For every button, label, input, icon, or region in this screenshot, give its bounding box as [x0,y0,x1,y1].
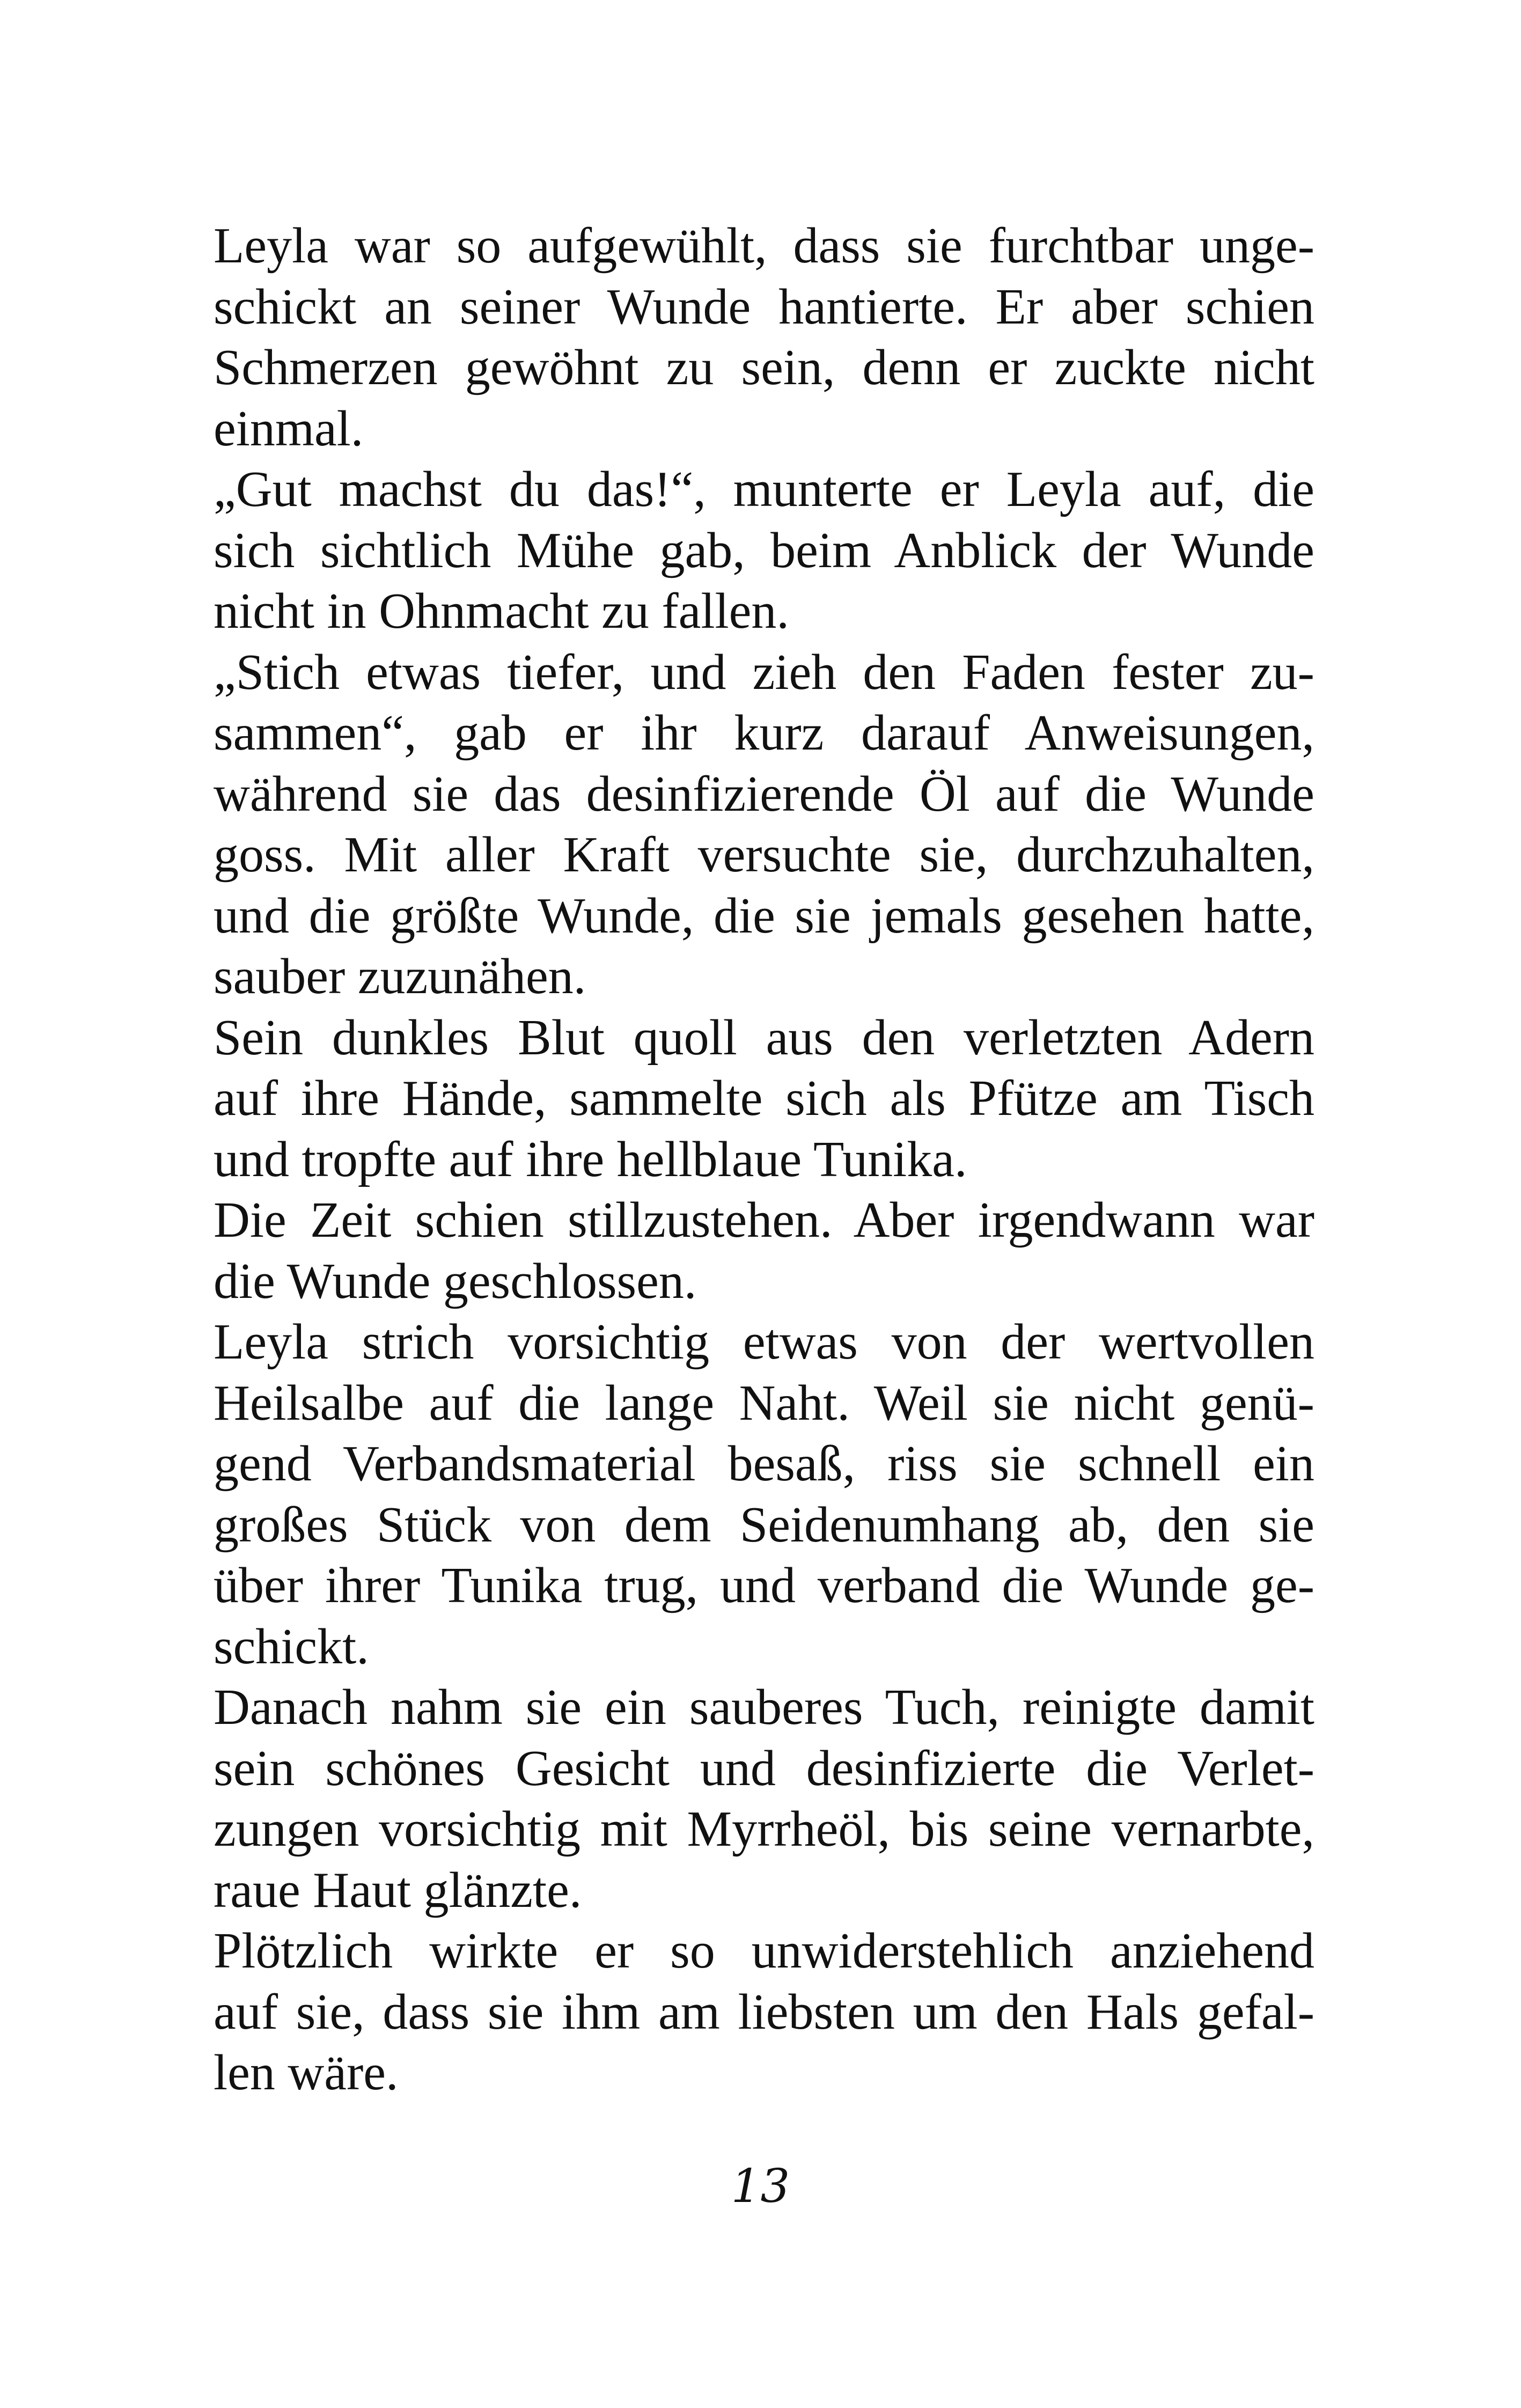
text-line: Leyla war so aufgewühlt, dass sie furchtbar unge- [214,218,1314,274]
text-line: Sein dunkles Blut quoll aus den verletzten Adern [214,1009,1314,1066]
text-line: Plötzlich wirkte er so unwiderstehlich anziehend [214,1923,1314,1979]
text-line: sammen“, gab er ihr kurz darauf Anweisungen, [214,705,1314,761]
text-line: zungen vorsichtig mit Myrrheöl, bis seine vernarbte, [214,1801,1314,1857]
body-text [214,216,1314,2104]
text-line: großes Stück von dem Seidenumhang ab, den sie [214,1496,1314,1553]
text-line: über ihrer Tunika trug, und verband die Wunde ge- [214,1558,1314,1613]
text-line: len wäre. [214,2045,399,2101]
text-line: „Stich etwas tiefer, und zieh den Faden fester zu- [214,644,1314,700]
text-line: goss. Mit aller Kraft versuchte sie, durchzuhalten, [214,827,1314,883]
text-line: schickt an seiner Wunde hantierte. Er aber schien [214,278,1314,335]
text-line: Leyla strich vorsichtig etwas von der wertvollen [214,1314,1314,1370]
paragraph [214,1312,1314,1677]
text-line: auf sie, dass sie ihm am liebsten um den Hals gefal- [214,1984,1314,2040]
text-line: während sie das desinfizierende Öl auf die Wunde [214,766,1314,822]
text-line: schickt. [214,1618,369,1675]
paragraph [214,1677,1314,1921]
text-line: einmal. [214,400,364,457]
paragraph [214,642,1314,1008]
text-line: gend Verbandsmaterial besaß, riss sie schnell ein [214,1436,1314,1492]
paragraph [214,216,1314,459]
paragraph [214,1008,1314,1191]
text-line: Schmerzen gewöhnt zu sein, denn er zuckte nicht [214,340,1314,395]
text-line: raue Haut glänzte. [214,1862,582,1918]
paragraph [214,1190,1314,1312]
text-line: die Wunde geschlossen. [214,1253,697,1309]
text-line: sein schönes Gesicht und desinfizierte die Verlet- [214,1740,1314,1796]
paragraph [214,459,1314,642]
text-line: Die Zeit schien stillzustehen. Aber irgendwann war [214,1192,1314,1248]
text-line: Danach nahm sie ein sauberes Tuch, reinigte damit [214,1679,1314,1735]
text-line: und tropfte auf ihre hellblaue Tunika. [214,1131,967,1187]
page-number: 13 [731,2160,790,2213]
text-line: Heilsalbe auf die lange Naht. Weil sie nicht genü- [214,1375,1314,1431]
text-line: nicht in Ohnmacht zu fallen. [214,583,789,639]
text-line: sich sichtlich Mühe gab, beim Anblick der Wunde [214,522,1314,578]
text-line: sauber zuzunähen. [214,949,586,1004]
text-line: und die größte Wunde, die sie jemals gesehen hatte, [214,887,1314,944]
text-line: auf ihre Hände, sammelte sich als Pfütze am Tisch [214,1070,1314,1126]
text-line: „Gut machst du das!“, munterte er Leyla auf, die [214,461,1314,517]
paragraph [214,1921,1314,2104]
